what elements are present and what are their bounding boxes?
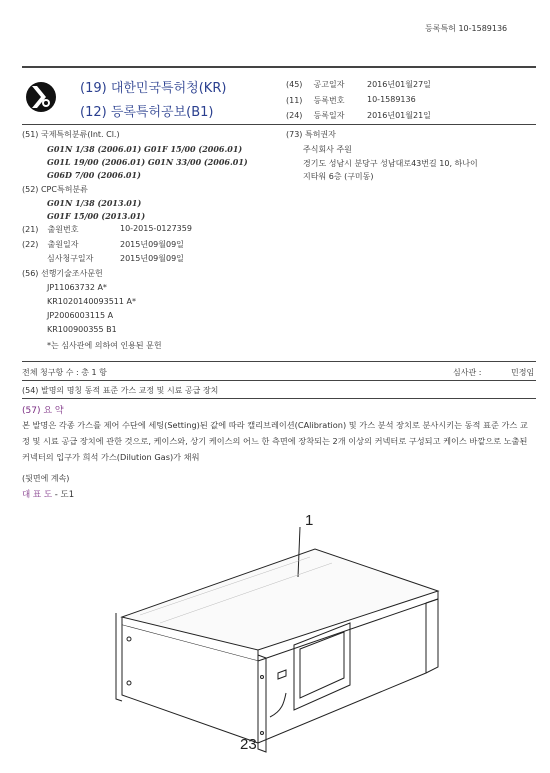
registration-date: 2016년01월21일 bbox=[367, 111, 431, 120]
publication-date: 2016년01월27일 bbox=[367, 80, 431, 89]
owner-label: (73) 특허권자 bbox=[286, 130, 336, 139]
kipo-logo-icon bbox=[24, 80, 60, 114]
section-rule bbox=[22, 398, 536, 399]
application-date: 2015년09월09일 bbox=[120, 240, 184, 249]
exam-request-date: 2015년09월09일 bbox=[120, 254, 184, 263]
row-label: 출원일자 bbox=[47, 240, 79, 249]
cpc-label: (52) CPC특허분류 bbox=[22, 185, 88, 194]
cpc-line: G01N 1/38 (2013.01) bbox=[47, 198, 142, 208]
abstract-text: 본 발명은 각종 가스를 제어 수단에 세팅(Setting)된 값에 따라 캘리브레이션(CAlibration) 및 가스 분석 장치로 분사시키는 동적 표준 가스 교정 및 시료 공급 장치에 관한 것으로, 케이스와, 상기 케이스의 어느 한 측면에 장착되는 2개 이상의 커넥터로 구성되고 케이스 바깥으로 노출된 커넥터의 입구가 희석 가스(Dilution Gas)가 채워 bbox=[22, 420, 528, 462]
examiner-name: 민정임 bbox=[511, 368, 535, 377]
section-rule bbox=[22, 361, 536, 362]
row-code: (11) bbox=[286, 96, 303, 105]
document-number: 등록특허 10-1589136 bbox=[425, 24, 508, 33]
office-name: (19) 대한민국특허청(KR) bbox=[80, 81, 227, 96]
cpc-line: G01F 15/00 (2013.01) bbox=[47, 211, 146, 221]
abstract-heading: (57) 요 약 bbox=[22, 406, 64, 416]
ipc-line: G01L 19/00 (2006.01) G01N 33/00 (2006.01) bbox=[47, 157, 248, 167]
prior-art-note: *는 심사관에 의하여 인용된 문헌 bbox=[47, 341, 162, 350]
figure-label-23: 23 bbox=[240, 736, 257, 753]
rep-fig-label: 대 표 도 bbox=[22, 490, 53, 500]
section-rule bbox=[22, 380, 536, 381]
top-rule bbox=[22, 66, 536, 68]
representative-figure bbox=[22, 488, 74, 500]
continued-note: (뒷면에 계속) bbox=[22, 474, 70, 483]
prior-art-item: KR1020140093511 A* bbox=[47, 297, 136, 306]
ipc-line: G01N 1/38 (2006.01) G01F 15/00 (2006.01) bbox=[47, 144, 243, 154]
prior-art-item: JP2006003115 A bbox=[47, 311, 114, 320]
rep-fig-value: - 도1 bbox=[54, 490, 75, 500]
representative-drawing bbox=[100, 505, 460, 770]
prior-art-label: (56) 선행기술조사문헌 bbox=[22, 269, 103, 278]
header-row-registration-number bbox=[286, 95, 344, 106]
ipc-line: G06D 7/00 (2006.01) bbox=[47, 170, 141, 180]
row-label: 등록번호 bbox=[313, 96, 345, 105]
figure-label-1: 1 bbox=[305, 512, 314, 529]
header-row-publication-date bbox=[286, 79, 344, 90]
application-number-label bbox=[22, 224, 78, 235]
row-code: (22) bbox=[22, 240, 39, 249]
header-row-registration-date bbox=[286, 110, 344, 121]
claims-count: 전체 청구항 수 : 총 1 항 bbox=[22, 368, 107, 377]
row-code: (45) bbox=[286, 80, 303, 89]
application-date-label bbox=[22, 239, 78, 250]
row-label: 공고일자 bbox=[313, 80, 345, 89]
header-rule bbox=[22, 124, 536, 125]
ipc-label: (51) 국제특허분류(Int. Cl.) bbox=[22, 130, 120, 139]
prior-art-item: JP11063732 A* bbox=[47, 283, 107, 292]
owner-address-line: 경기도 성남시 분당구 성남대로43번길 10, 하나이 bbox=[303, 159, 478, 168]
examiner-label: 심사관 : bbox=[453, 368, 482, 377]
registration-number: 10-1589136 bbox=[367, 95, 416, 104]
application-number: 10-2015-0127359 bbox=[120, 224, 192, 233]
publication-type: (12) 등록특허공보(B1) bbox=[80, 105, 214, 120]
prior-art-item: KR100900355 B1 bbox=[47, 325, 117, 334]
row-label: 출원번호 bbox=[47, 225, 79, 234]
row-code: (21) bbox=[22, 225, 39, 234]
invention-title: (54) 발명의 명칭 동적 표준 가스 교정 및 시료 공급 장치 bbox=[22, 386, 219, 395]
exam-request-date-label: 심사청구일자 bbox=[47, 254, 94, 263]
row-code: (24) bbox=[286, 111, 303, 120]
owner-name: 주식회사 주원 bbox=[303, 145, 352, 154]
owner-address-line: 지타워 6층 (구미동) bbox=[303, 172, 374, 181]
row-label: 등록일자 bbox=[313, 111, 345, 120]
